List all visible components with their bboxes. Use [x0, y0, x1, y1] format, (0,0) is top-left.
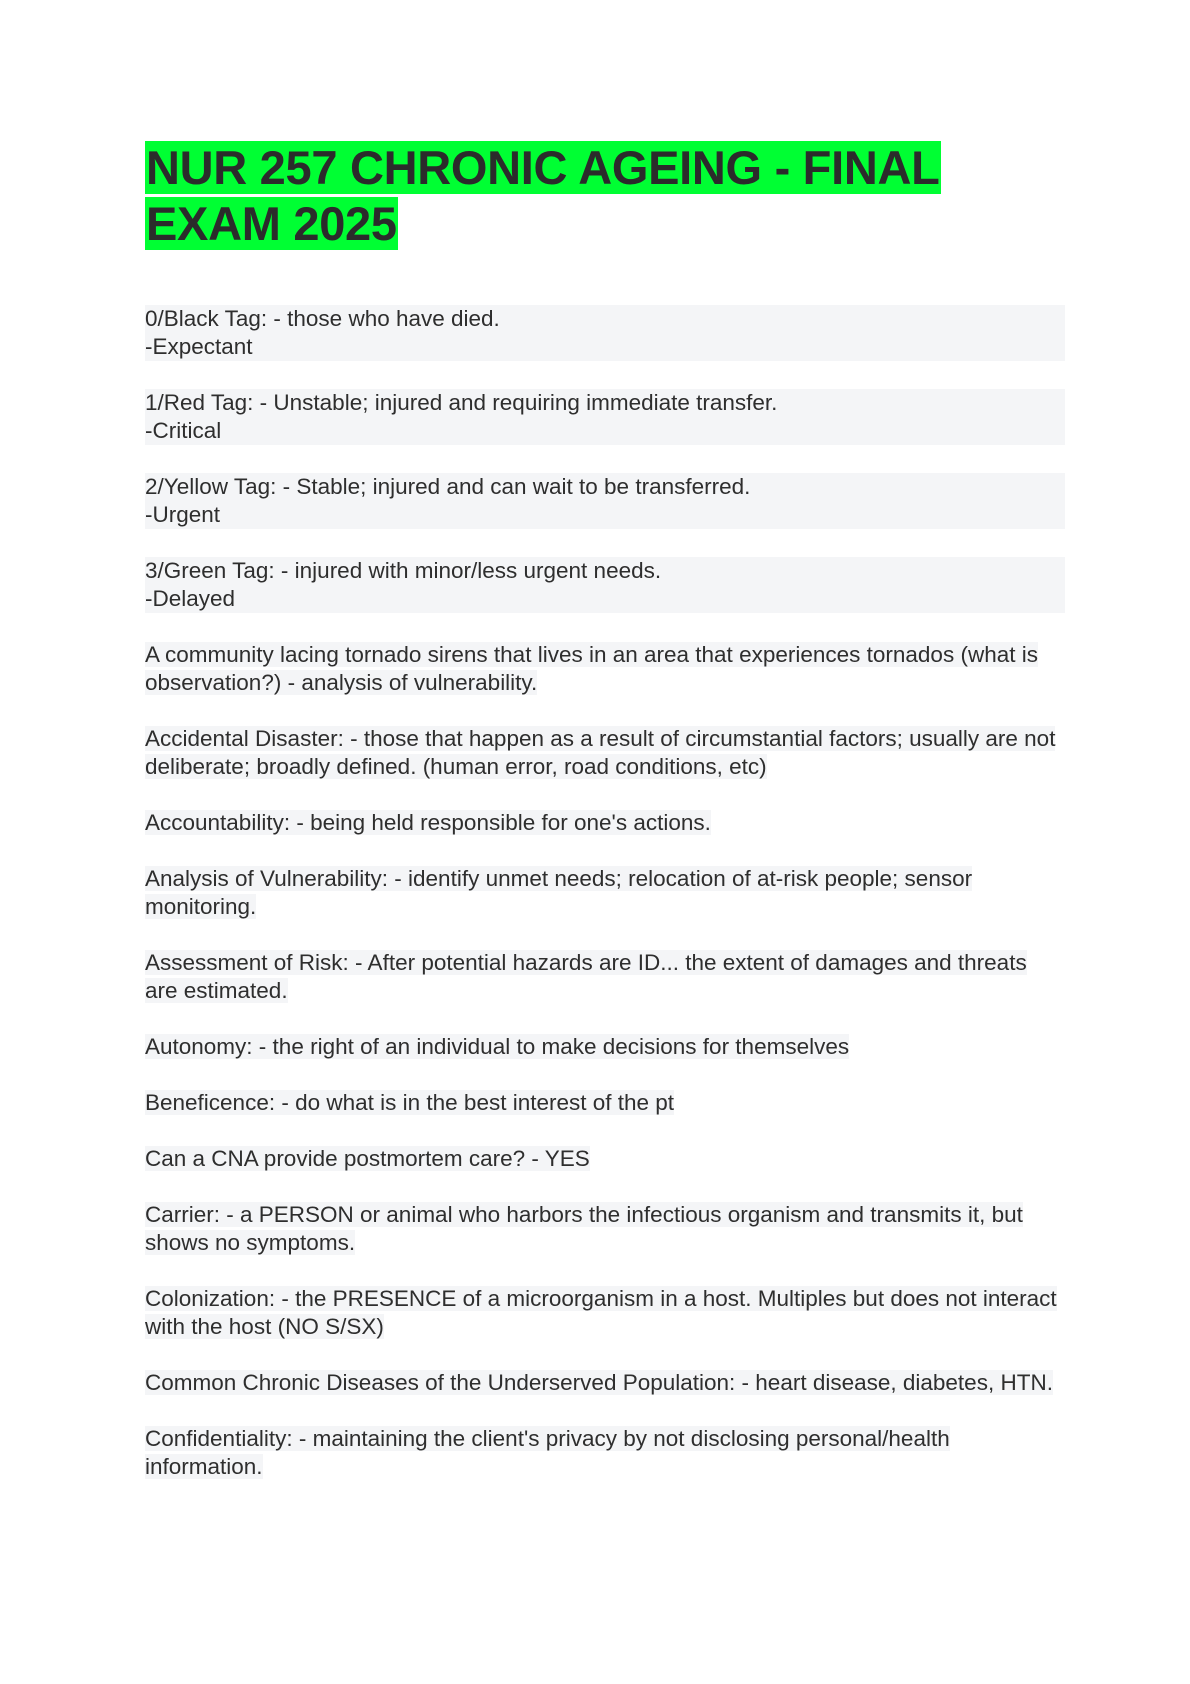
- flashcard-entry-autonomy: [145, 1033, 1065, 1061]
- entry-text: Autonomy: - the right of an individual to make decisions for themselves: [145, 1034, 850, 1059]
- flashcard-entry-colonization: [145, 1285, 1065, 1341]
- flashcard-entry-analysis-of-vulnerability: [145, 865, 1065, 921]
- flashcard-entry-red-tag: [145, 389, 1065, 445]
- entry-text: Common Chronic Diseases of the Underserved Population: - heart disease, diabetes, HTN.: [145, 1370, 1053, 1395]
- entry-text: Colonization: - the PRESENCE of a microorganism in a host. Multiples but does not interact with the host (NO S/SX): [145, 1286, 1057, 1339]
- flashcard-entry-cna-postmortem: [145, 1145, 1065, 1173]
- entry-subtext: -Urgent: [145, 502, 221, 527]
- flashcard-entry-confidentiality: [145, 1425, 1065, 1481]
- entry-subtext: -Delayed: [145, 586, 236, 611]
- flashcard-entry-tornado-sirens: [145, 641, 1065, 697]
- entry-subtext: -Critical: [145, 418, 222, 443]
- flashcard-entry-accidental-disaster: [145, 725, 1065, 781]
- entry-subtext: -Expectant: [145, 334, 253, 359]
- document-title-text: NUR 257 CHRONIC AGEING - FINAL EXAM 2025: [146, 141, 940, 250]
- entry-text: Accountability: - being held responsible for one's actions.: [145, 810, 711, 835]
- flashcard-entry-chronic-diseases: [145, 1369, 1065, 1397]
- entry-text: Analysis of Vulnerability: - identify unmet needs; relocation of at-risk people; sensor monitoring.: [145, 866, 973, 919]
- entry-text: Beneficence: - do what is in the best interest of the pt: [145, 1090, 675, 1115]
- entry-text: Carrier: - a PERSON or animal who harbors the infectious organism and transmits it, but shows no symptoms.: [145, 1202, 1023, 1255]
- flashcard-entry-yellow-tag: [145, 473, 1065, 529]
- entry-text: 3/Green Tag: - injured with minor/less urgent needs.: [145, 558, 662, 583]
- entry-text: Confidentiality: - maintaining the client's privacy by not disclosing personal/health information.: [145, 1426, 950, 1479]
- entry-text: Can a CNA provide postmortem care? - YES: [145, 1146, 590, 1171]
- flashcard-entry-green-tag: [145, 557, 1065, 613]
- entry-text: Assessment of Risk: - After potential hazards are ID... the extent of damages and threats are estimated.: [145, 950, 1027, 1003]
- flashcard-list: [145, 305, 1065, 1481]
- entry-text: 2/Yellow Tag: - Stable; injured and can wait to be transferred.: [145, 474, 751, 499]
- entry-text: 1/Red Tag: - Unstable; injured and requiring immediate transfer.: [145, 390, 778, 415]
- flashcard-entry-black-tag: [145, 305, 1065, 361]
- flashcard-entry-beneficence: [145, 1089, 1065, 1117]
- entry-text: Accidental Disaster: - those that happen as a result of circumstantial factors; usually are not deliberate; broadly defined. (human error, road conditions, etc): [145, 726, 1056, 779]
- document-title: [145, 140, 1065, 252]
- flashcard-entry-assessment-of-risk: [145, 949, 1065, 1005]
- flashcard-entry-carrier: [145, 1201, 1065, 1257]
- document-page: [145, 140, 1065, 1509]
- entry-text: A community lacing tornado sirens that lives in an area that experiences tornados (what is observation?) - analysis of vulnerability.: [145, 642, 1038, 695]
- flashcard-entry-accountability: [145, 809, 1065, 837]
- entry-text: 0/Black Tag: - those who have died.: [145, 306, 500, 331]
